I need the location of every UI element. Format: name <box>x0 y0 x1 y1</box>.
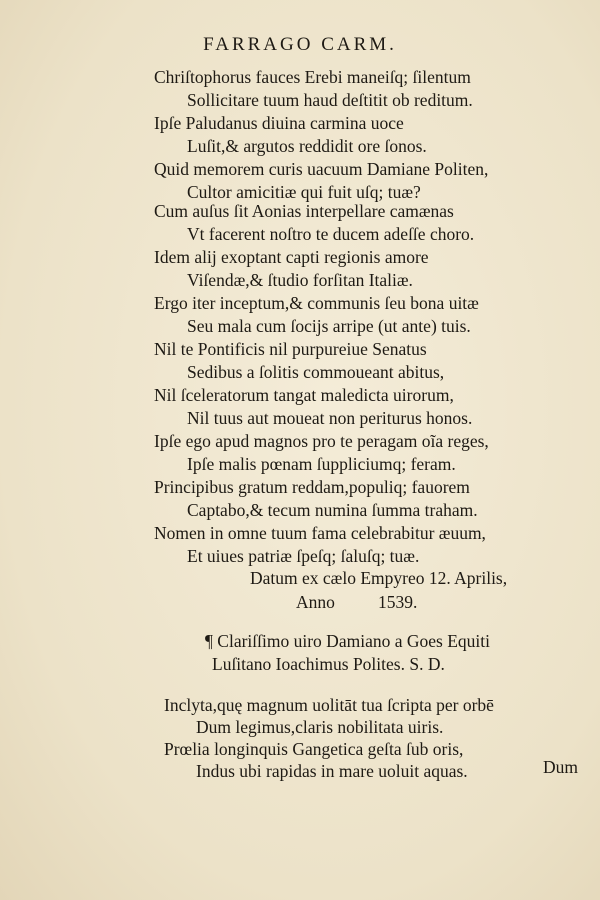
letter-line-1: Chriſtophorus fauces Erebi maneiſq; ſilentum <box>154 67 471 87</box>
letter-line-3: Ipſe Paludanus diuina carmina uoce <box>154 113 404 133</box>
poem-line-4: Indus ubi rapidas in mare uoluit aquas. <box>196 761 468 781</box>
letter-line-21: Nomen in omne tuum fama celebrabitur æuum, <box>154 523 486 543</box>
letter-line-17: Ipſe ego apud magnos pro te peragam oĩa reges, <box>154 431 489 451</box>
letter-line-18: Ipſe malis pœnam ſuppliciumq; feram. <box>187 454 456 474</box>
letter-line-7: Cum auſus ſit Aonias interpellare camænas <box>154 201 454 221</box>
catchword: Dum <box>543 757 578 777</box>
year-label: Anno <box>296 592 335 612</box>
letter-line-15: Nil ſceleratorum tangat maledicta uirorum, <box>154 385 454 405</box>
letter-line-12: Seu mala cum ſocijs arripe (ut ante) tuis. <box>187 316 471 336</box>
dedication-heading-2: Luſitano Ioachimus Polites. S. D. <box>212 654 445 674</box>
letter-line-6: Cultor amicitiæ qui fuit uſq; tuæ? <box>187 182 421 202</box>
date-line: Datum ex cælo Empyreo 12. Aprilis, <box>250 568 508 588</box>
letter-line-8: Vt facerent noſtro te ducem adeſſe choro. <box>187 224 475 244</box>
dedication-heading-1: ¶ Clariſſimo uiro Damiano a Goes Equiti <box>205 631 490 651</box>
poem-line-2: Dum legimus,claris nobilitata uiris. <box>196 717 444 737</box>
letter-line-4: Luſit,& argutos reddidit ore ſonos. <box>187 136 427 156</box>
letter-line-22: Et uiues patriæ ſpeſq; ſaluſq; tuæ. <box>187 546 420 566</box>
letter-line-9: Idem alij exoptant capti regionis amore <box>154 247 429 267</box>
poem-line-1: Inclyta,quę magnum uolitāt tua ſcripta per orbē <box>164 695 494 715</box>
running-head: FARRAGO CARM. <box>203 34 397 55</box>
letter-line-20: Captabo,& tecum numina ſumma traham. <box>187 500 478 520</box>
letter-line-19: Principibus gratum reddam,populiq; fauorem <box>154 477 470 497</box>
letter-line-11: Ergo iter inceptum,& communis ſeu bona uitæ <box>154 293 479 313</box>
letter-line-13: Nil te Pontificis nil purpureiue Senatus <box>154 339 427 359</box>
letter-line-5: Quid memorem curis uacuum Damiane Politen, <box>154 159 489 179</box>
letter-line-10: Viſendæ,& ſtudio forſitan Italiæ. <box>187 270 413 290</box>
letter-line-2: Sollicitare tuum haud deſtitit ob reditum. <box>187 90 473 110</box>
poem-line-3: Prœlia longinquis Gangetica geſta ſub oris, <box>164 739 464 759</box>
letter-line-16: Nil tuus aut moueat non periturus honos. <box>187 408 473 428</box>
year-value: 1539. <box>378 592 418 612</box>
letter-line-14: Sedibus a ſolitis commoueant abitus, <box>187 362 445 382</box>
